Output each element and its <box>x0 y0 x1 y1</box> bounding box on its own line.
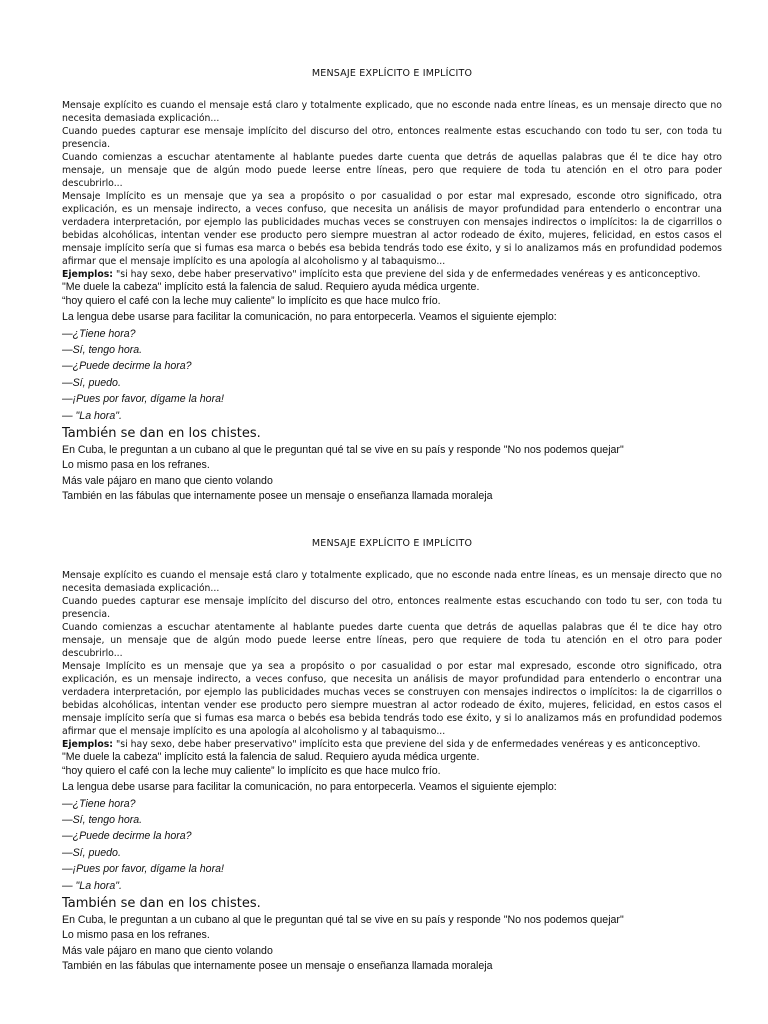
paragraph-implicit: Mensaje Implícito es un mensaje que ya sea a propósito o por casualidad o por estar mal expresado, esconde otro significado, otra explicación, es un mensaje indirecto, a veces confuso, que necesita un análisis de mayor profundidad para entenderlo o encontrar una verdadera interpretación, por ejemplo las publicidades muchas veces se construyen con mensajes indirectos o implícitos: la de cigarrillos o bebidas alcohólicas, intentan vender ese producto pero siempre muestran al actor rodeado de éxito, mujeres, felicidad, en estos casos el mensaje implícito sería que si fumas esa marca o bebés esa bebida tendrás todo ese éxito, y si lo analizamos más en profundidad podemos afirmar que el mensaje implícito es una apología al alcoholismo y al tabaquismo... <box>62 661 722 737</box>
example-3: “hoy quiero el café con la leche muy caliente” lo implícito es que hace mulco frío. <box>62 764 441 777</box>
example-2: "Me duele la cabeza" implícito está la falencia de salud. Requiero ayuda médica urgente. <box>62 751 480 763</box>
examples-label: Ejemplos: <box>62 739 114 750</box>
example-2: "Me duele la cabeza" implícito está la falencia de salud. Requiero ayuda médica urgente. <box>62 281 480 293</box>
closing-line-2: Lo mismo pasa en los refranes. <box>62 929 210 942</box>
dialogue-line-6: — "La hora". <box>62 879 122 892</box>
closing-line-1: En Cuba, le preguntan a un cubano al que le preguntan qué tal se vive en su país y responde "No nos podemos quejar" <box>62 443 624 456</box>
closing-line-4: También en las fábulas que internamente posee un mensaje o enseñanza llamada moraleja <box>62 960 493 973</box>
paragraph-listen: Cuando comienzas a escuchar atentamente al hablante puedes darte cuenta que detrás de aquellas palabras que él te dice hay otro mensaje, un mensaje que de algún modo puede leerse entre líneas, pero que requiere de toda tu atención en el otro para poder descubrirlo... <box>62 152 722 189</box>
dialogue-line-1: —¿Tiene hora? <box>62 327 136 340</box>
document-title: MENSAJE EXPLÍCITO E IMPLÍCITO <box>311 68 473 79</box>
closing-line-3: Más vale pájaro en mano que ciento volando <box>62 944 273 957</box>
closing-line-3: Más vale pájaro en mano que ciento volando <box>62 474 273 487</box>
paragraph-explicit: Mensaje explícito es cuando el mensaje está claro y totalmente explicado, que no esconde nada entre líneas, es un mensaje directo que no necesita demasiada explicación... <box>62 570 722 594</box>
dialogue-line-4: —Sí, puedo. <box>62 846 121 859</box>
document-section-2 <box>62 538 722 975</box>
document-title: MENSAJE EXPLÍCITO E IMPLÍCITO <box>311 538 473 549</box>
paragraph-listen: Cuando comienzas a escuchar atentamente al hablante puedes darte cuenta que detrás de aquellas palabras que él te dice hay otro mensaje, un mensaje que de algún modo puede leerse entre líneas, pero que requiere de toda tu atención en el otro para poder descubrirlo... <box>62 622 722 659</box>
example-3: “hoy quiero el café con la leche muy caliente” lo implícito es que hace mulco frío. <box>62 294 441 307</box>
examples-line <box>62 268 722 281</box>
example-1: "si hay sexo, debe haber preservativo" implícito esta que previene del sida y de enfermedades venéreas y es anticonceptivo. <box>113 269 701 280</box>
paragraph-implicit: Mensaje Implícito es un mensaje que ya sea a propósito o por casualidad o por estar mal expresado, esconde otro significado, otra explicación, es un mensaje indirecto, a veces confuso, que necesita un análisis de mayor profundidad para entenderlo o encontrar una verdadera interpretación, por ejemplo las publicidades muchas veces se construyen con mensajes indirectos o implícitos: la de cigarrillos o bebidas alcohólicas, intentan vender ese producto pero siempre muestran al actor rodeado de éxito, mujeres, felicidad, en estos casos el mensaje implícito sería que si fumas esa marca o bebés esa bebida tendrás todo ese éxito, y si lo analizamos más en profundidad podemos afirmar que el mensaje implícito es una apología al alcoholismo y al tabaquismo... <box>62 191 722 267</box>
dialogue-line-2: —Sí, tengo hora. <box>62 813 143 826</box>
intro-line: La lengua debe usarse para facilitar la comunicación, no para entorpecerla. Veamos el siguiente ejemplo: <box>62 781 557 793</box>
paragraph-capture: Cuando puedes capturar ese mensaje implícito del discurso del otro, entonces realmente estas escuchando con todo tu ser, con toda tu presencia. <box>62 596 722 620</box>
closing-line-4: También en las fábulas que internamente posee un mensaje o enseñanza llamada moraleja <box>62 490 493 503</box>
dialogue-line-6: — "La hora". <box>62 409 122 422</box>
dialogue-line-3: —¿Puede decirme la hora? <box>62 830 192 843</box>
dialogue-line-2: —Sí, tengo hora. <box>62 343 143 356</box>
dialogue-line-5: —¡Pues por favor, dígame la hora! <box>62 863 224 876</box>
jokes-heading: También se dan en los chistes. <box>62 895 261 911</box>
examples-line <box>62 738 722 751</box>
paragraph-explicit: Mensaje explícito es cuando el mensaje está claro y totalmente explicado, que no esconde nada entre líneas, es un mensaje directo que no necesita demasiada explicación... <box>62 100 722 124</box>
jokes-heading: También se dan en los chistes. <box>62 425 261 441</box>
closing-line-2: Lo mismo pasa en los refranes. <box>62 459 210 472</box>
closing-line-1: En Cuba, le preguntan a un cubano al que le preguntan qué tal se vive en su país y responde "No nos podemos quejar" <box>62 913 624 926</box>
dialogue-line-5: —¡Pues por favor, dígame la hora! <box>62 393 224 406</box>
examples-label: Ejemplos: <box>62 269 114 280</box>
document-section-1 <box>62 68 722 505</box>
dialogue-line-4: —Sí, puedo. <box>62 376 121 389</box>
intro-line: La lengua debe usarse para facilitar la comunicación, no para entorpecerla. Veamos el siguiente ejemplo: <box>62 311 557 323</box>
dialogue-line-1: —¿Tiene hora? <box>62 797 136 810</box>
dialogue-line-3: —¿Puede decirme la hora? <box>62 360 192 373</box>
paragraph-capture: Cuando puedes capturar ese mensaje implícito del discurso del otro, entonces realmente estas escuchando con todo tu ser, con toda tu presencia. <box>62 126 722 150</box>
example-1: "si hay sexo, debe haber preservativo" implícito esta que previene del sida y de enfermedades venéreas y es anticonceptivo. <box>113 739 701 750</box>
